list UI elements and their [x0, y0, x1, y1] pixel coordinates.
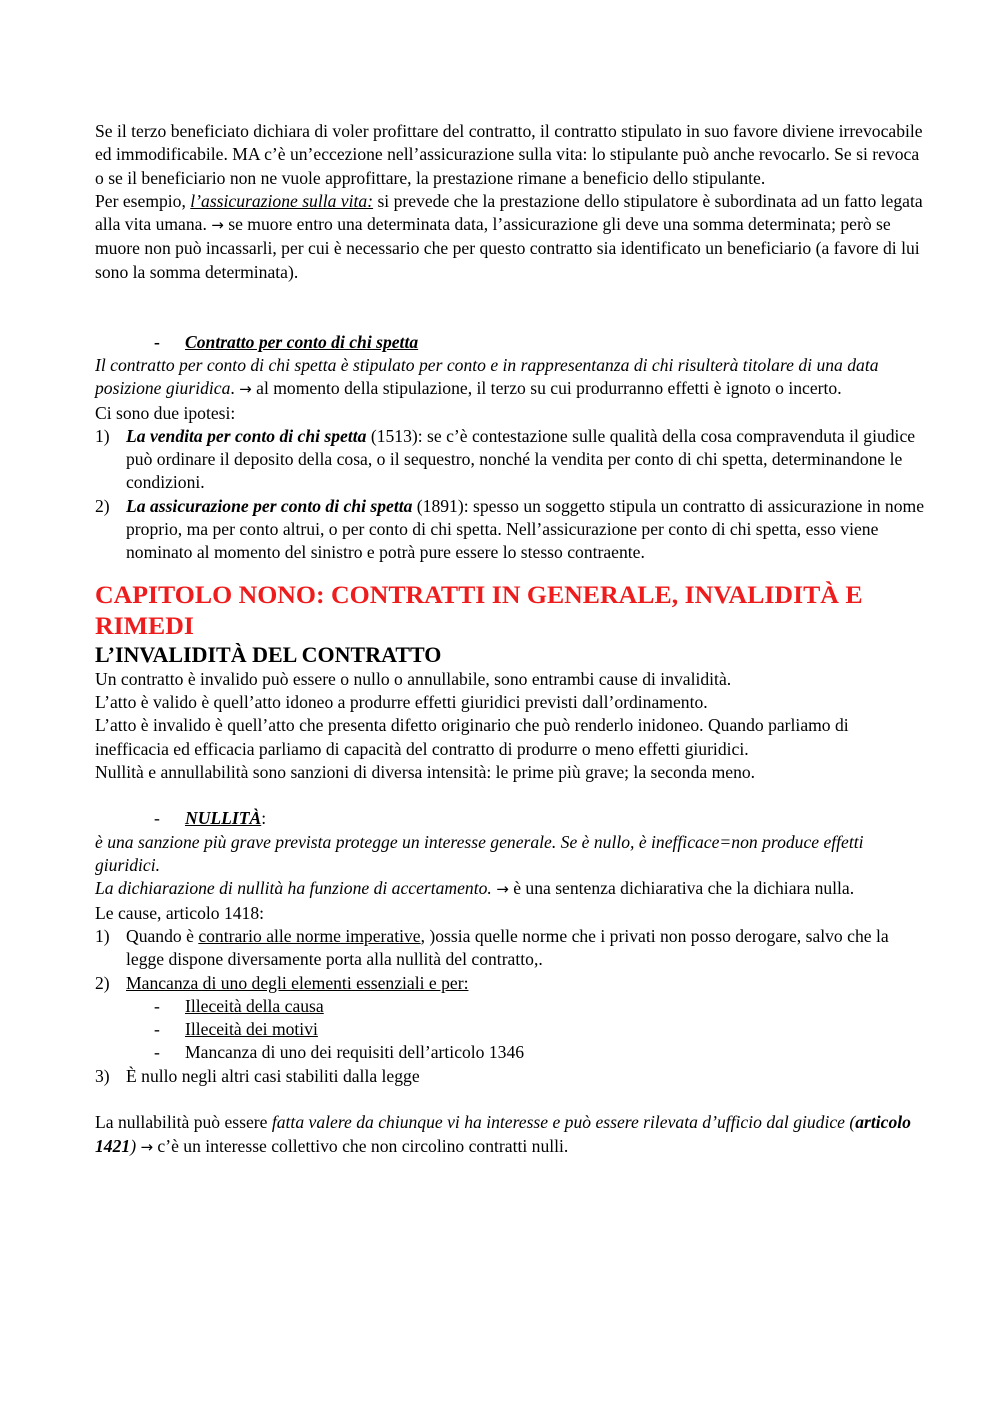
text: se muore entro una determinata data, l’assicurazione gli deve una somma determinata; però se muore non può incassarli, per cui è necessario che per questo contratto sia identificato un beneficiario (a favore di lui sono la somma determinata).	[95, 214, 920, 282]
text: .	[230, 378, 240, 399]
paragraph: L’atto è valido è quell’atto idoneo a produrre effetti giuridici previsti dall’ordinamento.	[95, 691, 708, 712]
text: È nullo negli altri casi stabiliti dalla legge	[126, 1065, 420, 1086]
underlined-term: l’assicurazione sulla vita:	[190, 190, 374, 211]
bullet-dash: -	[154, 1019, 160, 1040]
chapter-title: CAPITOLO NONO: CONTRATTI IN GENERALE, INVALIDITÀ E RIMEDI	[95, 579, 863, 640]
paragraph: Se il terzo beneficiato dichiara di voler profittare del contratto, il contratto stipulato in suo favore diviene irrevocabile ed immodificabile. MA c’è un’eccezione nell’assicurazione sulla vita: lo stipulante può anche revocarlo. Se si revoca o se il beneficiario non ne vuole approfittare, la prestazione rimane a beneficio dello stipulante.	[95, 121, 923, 188]
text: è una sentenza dichiarativa che la dichiara nulla.	[508, 878, 855, 899]
paragraph: Ci sono due ipotesi:	[95, 402, 236, 423]
paragraph: L’atto è invalido è quell’atto che presenta difetto originario che può renderlo inidoneo. Quando parliamo di inefficacia ed efficacia parliamo di capacità del contratto di produrre o meno effetti giuridici.	[95, 715, 849, 759]
list-number: 1)	[95, 425, 110, 446]
item-text: (1891): spesso un soggetto stipula un contratto di assicurazione in nome proprio, ma per conto altrui, o per conto di chi spetta. Nell’assicurazione per conto di chi spetta, esso viene nominato al momento del sinistro e potrà pure essere lo stesso contraente.	[126, 495, 924, 563]
sub-list-item	[95, 995, 925, 1018]
sub-item-text: Mancanza di uno dei requisiti dell’articolo 1346	[185, 1042, 525, 1063]
list-item	[95, 1065, 925, 1088]
sub-item-text: Illeceità dei motivi	[185, 1019, 318, 1040]
document-page	[95, 120, 925, 1159]
sub-list-item	[95, 1018, 925, 1041]
paragraph: Un contratto è invalido può essere o nullo o annullabile, sono entrambi cause di invalidità.	[95, 668, 732, 689]
text: c’è un interesse collettivo che non circolino contratti nulli.	[153, 1135, 569, 1156]
underlined-term: Mancanza di uno degli elementi essenziali e per:	[126, 972, 469, 993]
bullet-dash: -	[154, 995, 160, 1016]
chapter-subtitle: L’INVALIDITÀ DEL CONTRATTO	[95, 641, 442, 667]
text: La nullabilità può essere	[95, 1112, 272, 1133]
section-heading	[95, 331, 925, 354]
article-ref: articolo 1421	[95, 1112, 911, 1156]
text: fatta valere da chiunque vi ha interesse e può essere rilevata d’ufficio dal giudice (	[271, 1112, 856, 1133]
item-text: (1513): se c’è contestazione sulle qualità della cosa compravenduta il giudice può ordinare il deposito della cosa, o il sequestro, nonché la vendita per conto di chi spetta, determinandone le condizioni.	[126, 425, 916, 493]
paragraph	[95, 1111, 925, 1159]
bullet-dash: -	[154, 808, 160, 829]
paragraph	[95, 354, 925, 402]
text: Quando è	[126, 925, 199, 946]
section-heading	[95, 807, 925, 830]
text: , )ossia quelle norme che i privati non posso derogare, salvo che la legge dispone diversamente porta alla nullità del contratto,.	[126, 925, 889, 970]
definition-text: Il contratto per conto di chi spetta è stipulato per conto e in rappresentanza di chi risulterà titolare di una data posizione giuridica	[95, 354, 879, 399]
text: Per esempio,	[95, 190, 191, 211]
list-item	[95, 425, 925, 495]
list-number: 1)	[95, 925, 110, 946]
list-number: 2)	[95, 972, 110, 993]
bullet-dash: -	[154, 331, 160, 352]
arrow-icon: →	[496, 880, 509, 899]
list-item	[95, 925, 925, 972]
arrow-icon: →	[140, 1137, 154, 1156]
list-item	[95, 495, 925, 565]
text: si prevede che la prestazione dello stipulatore è subordinata ad un fatto legata alla vita umana.	[95, 190, 923, 235]
list-number: 3)	[95, 1065, 110, 1086]
list-number: 2)	[95, 495, 110, 516]
text: :	[261, 808, 267, 829]
text: )	[130, 1135, 137, 1156]
arrow-icon: →	[211, 216, 224, 235]
text: al momento della stipulazione, il terzo su cui produrranno effetti è ignoto o incerto.	[251, 378, 842, 399]
heading-text: NULLITÀ	[185, 808, 262, 829]
sub-item-text: Illeceità della causa	[185, 995, 324, 1016]
bullet-dash: -	[154, 1042, 160, 1063]
sub-list-item	[95, 1041, 925, 1064]
definition-text: è una sanzione più grave prevista protegge un interesse generale. Se è nullo, è inefficace=non produce effetti giuridici.	[95, 831, 864, 876]
underlined-term: contrario alle norme imperative	[198, 925, 421, 946]
heading-text: Contratto per conto di chi spetta	[185, 331, 419, 352]
text: La dichiarazione di nullità ha funzione di accertamento.	[95, 878, 492, 899]
paragraph	[95, 877, 925, 901]
list-item	[95, 972, 925, 995]
paragraph	[95, 190, 925, 284]
arrow-icon: →	[239, 380, 252, 399]
paragraph: Nullità e annullabilità sono sanzioni di diversa intensità: le prime più grave; la seconda meno.	[95, 761, 756, 782]
item-title: La vendita per conto di chi spetta	[126, 425, 367, 446]
paragraph: Le cause, articolo 1418:	[95, 902, 265, 923]
item-title: La assicurazione per conto di chi spetta	[126, 495, 413, 516]
